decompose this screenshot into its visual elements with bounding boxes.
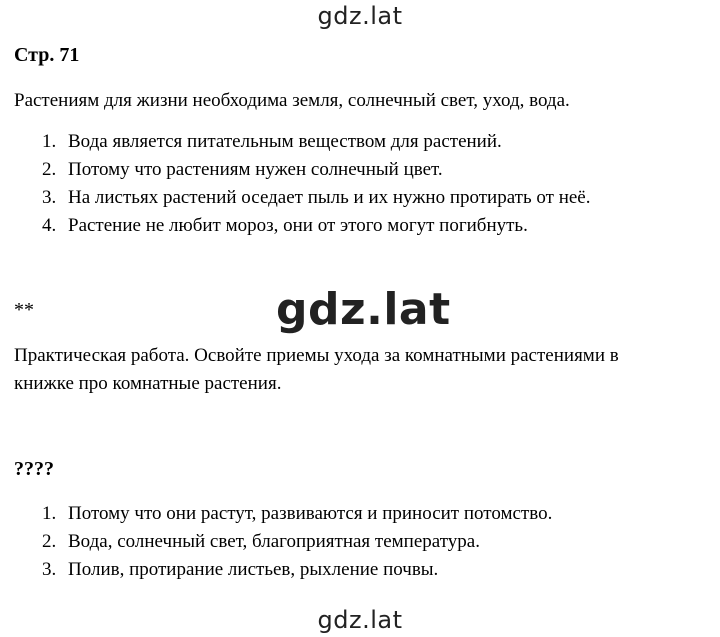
watermark-top: gdz.lat <box>317 2 403 30</box>
list-text: Вода, солнечный свет, благоприятная температура. <box>68 531 480 552</box>
list-number: 4. <box>42 215 57 236</box>
list-text: Вода является питательным веществом для растений. <box>68 131 502 152</box>
list-text: Потому что они растут, развиваются и приносит потомство. <box>68 503 553 524</box>
list-text: На листьях растений оседает пыль и их нужно протирать от неё. <box>68 187 591 208</box>
section-marker-2: ** <box>14 299 34 321</box>
list-number: 1. <box>42 131 57 152</box>
list-number: 2. <box>42 159 57 180</box>
practical-line-2: книжке про комнатные растения. <box>14 373 282 394</box>
list-text: Потому что растениям нужен солнечный цвет. <box>68 159 443 180</box>
practical-line-1: Практическая работа. Освойте приемы ухода за комнатными растениями в <box>14 345 619 366</box>
list-number: 3. <box>42 187 57 208</box>
list-number: 2. <box>42 531 57 552</box>
list-text: Растение не любит мороз, они от этого могут погибнуть. <box>68 215 528 236</box>
watermark-bottom: gdz.lat <box>317 606 403 634</box>
list-number: 1. <box>42 503 57 524</box>
watermark-middle: gdz.lat <box>276 284 451 335</box>
intro-paragraph: Растениям для жизни необходима земля, солнечный свет, уход, вода. <box>14 90 570 111</box>
list-number: 3. <box>42 559 57 580</box>
section-marker-3: ???? <box>14 458 54 480</box>
list-text: Полив, протирание листьев, рыхление почвы. <box>68 559 439 580</box>
page-heading: Стр. 71 <box>14 44 80 66</box>
